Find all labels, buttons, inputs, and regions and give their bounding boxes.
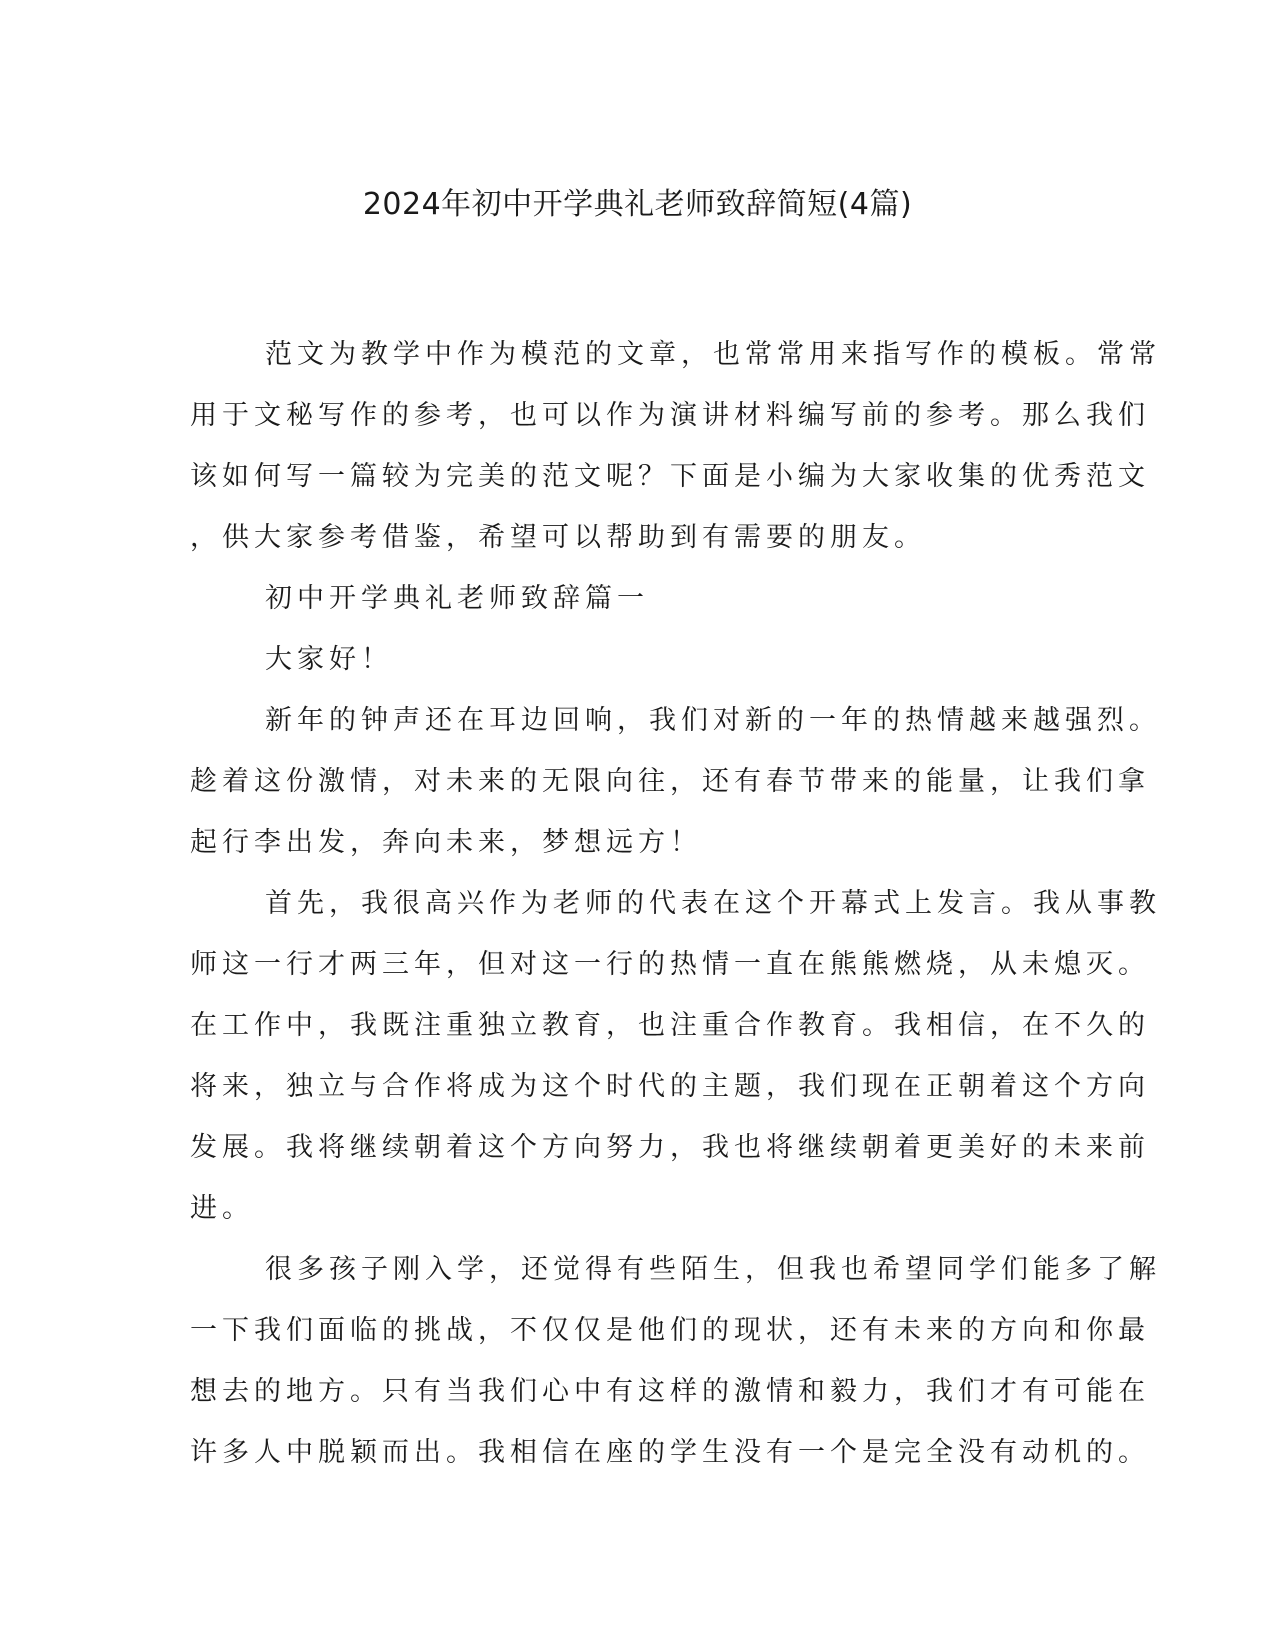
body-line: 该如何写一篇较为完美的范文呢？下面是小编为大家收集的优秀范文 — [190, 461, 1150, 492]
body-line: 首先，我很高兴作为老师的代表在这个开幕式上发言。我从事教 — [265, 888, 1161, 919]
body-line: 趁着这份激情，对未来的无限向往，还有春节带来的能量，让我们拿 — [190, 766, 1150, 797]
body-line: ，供大家参考借鉴，希望可以帮助到有需要的朋友。 — [190, 522, 926, 553]
body-line: 在工作中，我既注重独立教育，也注重合作教育。我相信，在不久的 — [190, 1010, 1150, 1041]
body-line: 想去的地方。只有当我们心中有这样的激情和毅力，我们才有可能在 — [190, 1376, 1150, 1407]
body-line: 师这一行才两三年，但对这一行的热情一直在熊熊燃烧，从未熄灭。 — [190, 949, 1150, 980]
body-line: 一下我们面临的挑战，不仅仅是他们的现状，还有未来的方向和你最 — [190, 1315, 1150, 1346]
section-heading: 初中开学典礼老师致辞篇一 — [265, 583, 649, 614]
body-line: 许多人中脱颖而出。我相信在座的学生没有一个是完全没有动机的。 — [190, 1437, 1150, 1468]
body-line: 将来，独立与合作将成为这个时代的主题，我们现在正朝着这个方向 — [190, 1071, 1150, 1102]
body-line: 新年的钟声还在耳边回响，我们对新的一年的热情越来越强烈。 — [265, 705, 1161, 736]
body-line: 发展。我将继续朝着这个方向努力，我也将继续朝着更美好的未来前 — [190, 1132, 1150, 1163]
document-body — [190, 324, 1161, 1483]
document-title: 2024年初中开学典礼老师致辞简短(4篇) — [362, 187, 913, 222]
body-line: 起行李出发，奔向未来，梦想远方！ — [190, 827, 702, 858]
greeting-line: 大家好！ — [265, 644, 393, 675]
body-line: 进。 — [190, 1193, 254, 1224]
body-line: 很多孩子刚入学，还觉得有些陌生，但我也希望同学们能多了解 — [265, 1254, 1161, 1285]
body-line: 用于文秘写作的参考，也可以作为演讲材料编写前的参考。那么我们 — [190, 400, 1150, 431]
body-line: 范文为教学中作为模范的文章，也常常用来指写作的模板。常常 — [265, 339, 1161, 370]
